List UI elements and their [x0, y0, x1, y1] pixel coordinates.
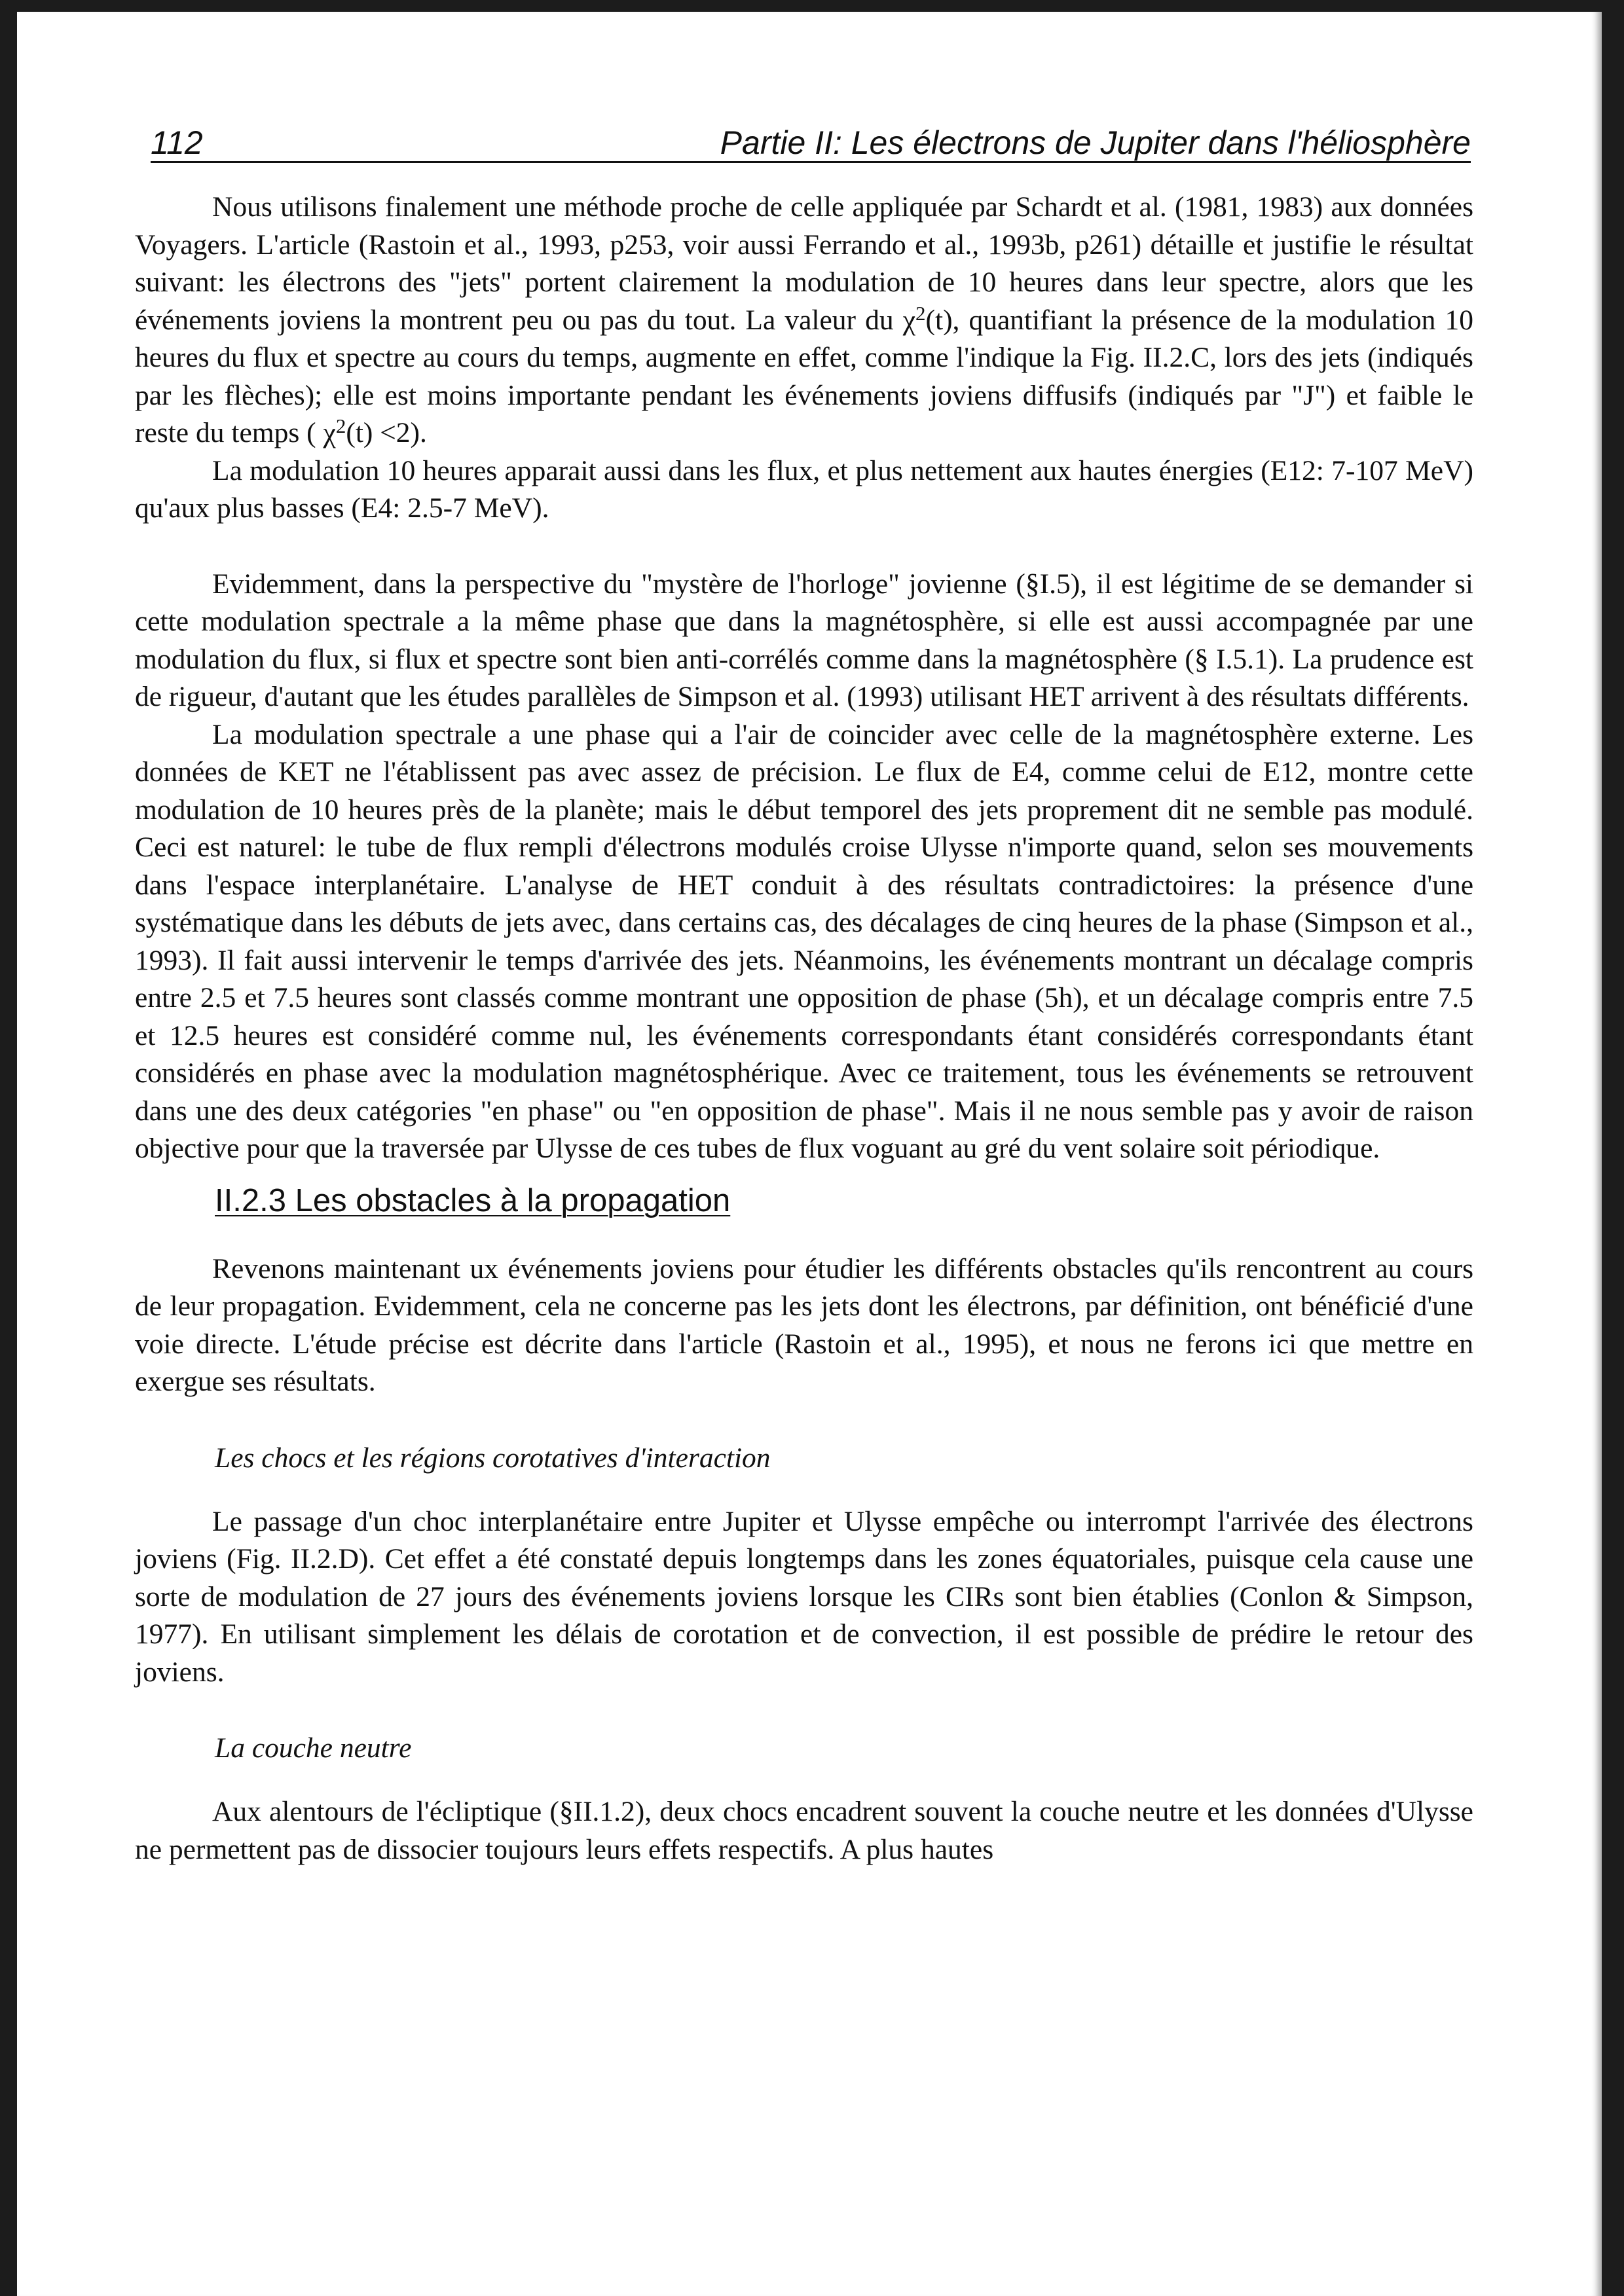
- paragraph-1-part-a: Nous utilisons finalement une méthode proche de celle appliquée par Schardt et al. (1981, 1983) aux données Voyagers. L'article (Rastoin et al., 1993, p253, voir aussi Ferrando et al., 1993b, p261) détaille et justifie le résultat suivant: les électrons des "jets" portent clairement la modulation de 10 heures dans leur spectre, alors que les événements joviens la montrent peu ou pas du tout. La valeur du: [135, 191, 1473, 336]
- paragraph-1-part-b: (t), quantifiant la présence de la modulation 10 heures du flux et spectre au cours du temps, augmente en effet, comme l'indique la Fig. II.2.C, lors des jets (indiqués par les flèches); elle est moins importante pendant les événements joviens diffusifs (indiqués par "J") et faible le reste du temps (: [135, 304, 1474, 448]
- chi-square-symbol: [902, 301, 926, 336]
- spacer: [135, 1767, 1473, 1793]
- page-sheet: [17, 12, 1602, 2296]
- section-title: II.2.3 Les obstacles à la propagation: [215, 1182, 731, 1218]
- spacer: [135, 1477, 1473, 1503]
- spacer: [135, 528, 1473, 566]
- paragraph-5: Revenons maintenant ux événements joviens pour étudier les différents obstacles qu'ils rencontrent au cours de leur propagation. Evidemment, cela ne concerne pas les jets dont les électrons, par définition, ont bénéficié d'une voie directe. L'étude précise est décrite dans l'article (Rastoin et al., 1995), et nous ne ferons ici que mettre en exergue ses résultats.: [135, 1252, 1473, 1397]
- chi-letter-2: χ: [323, 417, 336, 448]
- paragraph-3: Evidemment, dans la perspective du "mystère de l'horloge" jovienne (§I.5), il est légitime de se demander si cette modulation spectrale a la même phase que dans la magnétosphère, si elle est aussi accompagnée par une modulation du flux, si flux et spectre sont bien anti-corrélés comme dans la magnétosphère (§ I.5.1). La prudence est de rigueur, d'autant que les études parallèles de Simpson et al. (1993) utilisant HET arrivent à des résultats différents.: [135, 568, 1473, 712]
- chi-exponent: 2: [915, 301, 926, 325]
- paragraph-6: Le passage d'un choc interplanétaire entre Jupiter et Ulysse empêche ou interrompt l'arrivée des électrons joviens (Fig. II.2.D). Cet effet a été constaté depuis longtemps dans les zones équatoriales, puisque cela cause une sorte de modulation de 27 jours des événements joviens lorsque les CIRs sont bien établies (Conlon & Simpson, 1977). En utilisant simplement les délais de corotation et de convection, il est possible de prédire le retour des joviens.: [135, 1505, 1473, 1688]
- paragraph-2: La modulation 10 heures apparait aussi dans les flux, et plus nettement aux hautes énergies (E12: 7-107 MeV) qu'aux plus basses (E4: 2.5-7 MeV).: [135, 454, 1473, 524]
- spacer: [135, 1691, 1473, 1729]
- page-number: 112: [151, 124, 203, 161]
- spacer: [135, 1401, 1473, 1439]
- chi-exponent-2: 2: [335, 414, 346, 437]
- paragraph-4: La modulation spectrale a une phase qui a l'air de coincider avec celle de la magnétosphère externe. Les données de KET ne l'établissent pas avec assez de précision. Le flux de E4, comme celui de E12, montre cette modulation de 10 heures près de la planète; mais le début temporel des jets proprement dit ne semble pas modulé. Ceci est naturel: le tube de flux rempli d'électrons modulés croise Ulysse n'importe quand, selon ses mouvements dans l'espace interplanétaire. L'analyse de HET conduit à des résultats contradictoires: la présence d'une systématique dans les débuts de jets avec, dans certains cas, des décalages de cinq heures de la phase (Simpson et al., 1993). Il fait aussi intervenir le temps d'arrivée des jets. Néanmoins, les événements montrant un décalage compris entre 2.5 et 7.5 heures sont classés comme montrant une opposition de phase (5h), et un décalage compris entre 7.5 et 12.5 heures est considéré comme nul, les événements correspondants étant considérés correspondants étant considérés en phase avec la modulation magnétosphérique. Avec ce traitement, tous les événements se retrouvent dans une des deux catégories "en phase" ou "en opposition de phase". Mais il ne nous semble pas y avoir de raison objective pour que la traversée par Ulysse de ces tubes de flux voguant au gré du vent solaire soit périodique.: [135, 718, 1473, 1164]
- paragraph-7: Aux alentours de l'écliptique (§II.1.2), deux chocs encadrent souvent la couche neutre et les données d'Ulysse ne permettent pas de dissocier toujours leurs effets respectifs. A plus hautes: [135, 1796, 1473, 1865]
- chi-square-symbol-2: [323, 414, 346, 448]
- running-header: [151, 122, 1471, 163]
- running-title: Partie II: Les électrons de Jupiter dans l'héliosphère: [720, 124, 1471, 161]
- paragraph-1: [135, 189, 1473, 452]
- subheading-shocks: Les chocs et les régions corotatives d'interaction: [215, 1442, 771, 1474]
- subheading-neutral-sheet: La couche neutre: [215, 1732, 412, 1764]
- chi-letter: χ: [902, 304, 915, 336]
- paragraph-1-part-c: (t) <2).: [346, 417, 427, 448]
- body-text: [135, 189, 1473, 1868]
